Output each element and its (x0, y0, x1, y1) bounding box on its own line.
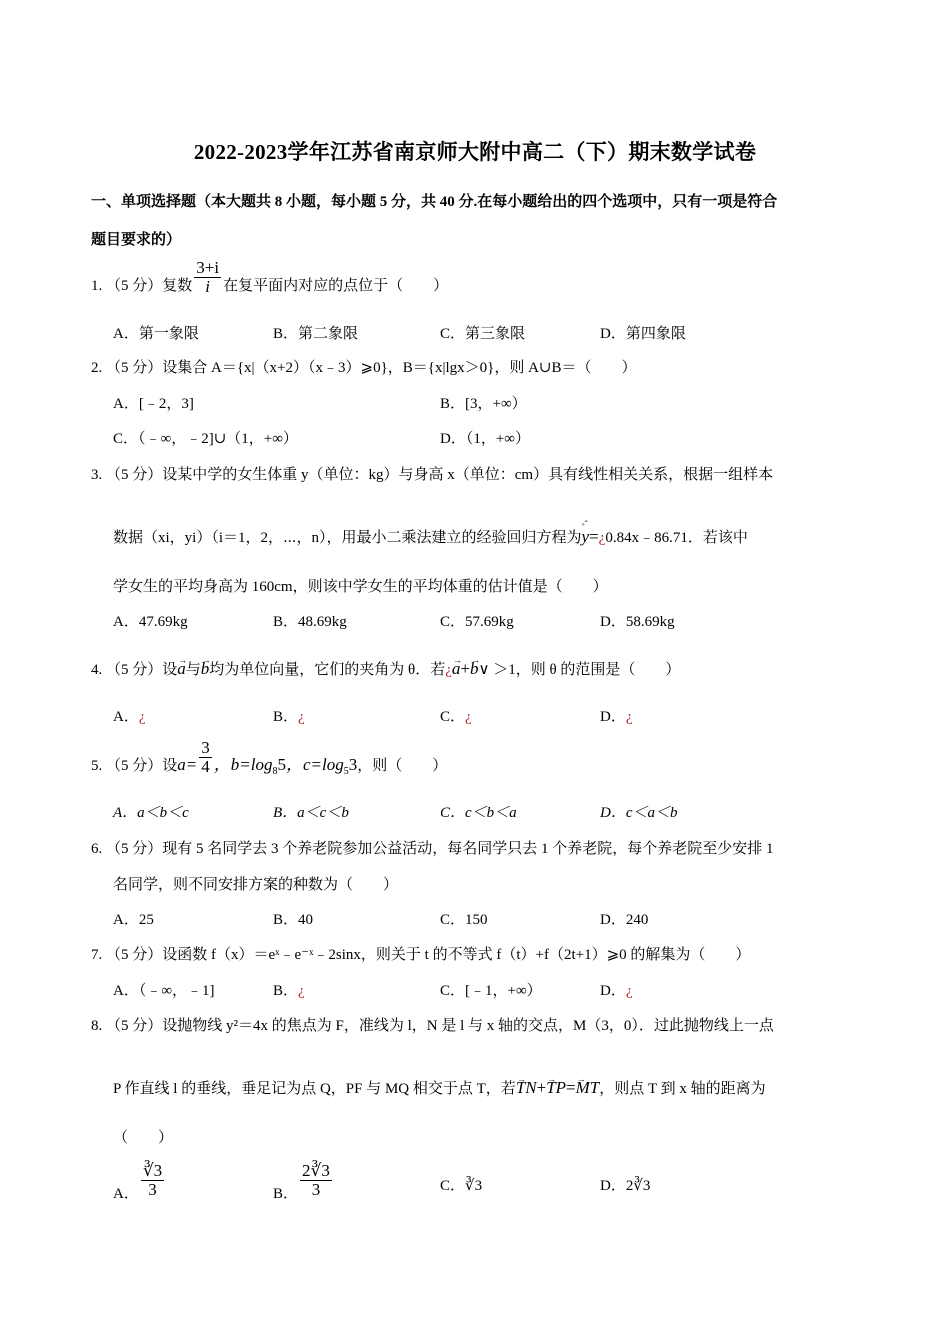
question-5-stem: 5. （5 分）设a= $\frac{3}{4}$ ，$b=\log_85$，$c=\log_53$，则（ ） (91, 738, 448, 777)
option-d[interactable]: D．2∛3 (600, 1178, 651, 1194)
question-3-stem-line2: 数据（xi，yi）（i＝1，2，⋯，n），用最小二乘法建立的经验回归方程为◦ˆ y=¿0.84x﹣86.71．若该中 (113, 527, 748, 548)
option-b[interactable]: B． $\frac{2∛3}{3}$ (273, 1161, 330, 1202)
question-number: 2. (91, 360, 103, 376)
fraction: $\frac{3}{4}$ (201, 738, 210, 777)
option-d[interactable]: D．¿ (600, 709, 633, 725)
question-number: 1. (91, 278, 103, 294)
option-c[interactable]: C．150 (440, 912, 488, 928)
option-a[interactable]: A．25 (113, 912, 154, 928)
option-c[interactable]: C．（﹣∞，﹣2]∪（1，+∞） (113, 431, 298, 447)
question-6-stem-line1: 6. （5 分）现有 5 名同学去 3 个养老院参加公益活动，每名同学只去 1 个养老院，每个养老院至少安排 1 (91, 841, 774, 857)
option-c[interactable]: C．57.69kg (440, 614, 514, 630)
option-a[interactable]: A．¿ (113, 709, 146, 725)
section-heading-line1: 一、单项选择题（本大题共 8 小题，每小题 5 分，共 40 分.在每小题给出的四个选项中，只有一项是符合 (91, 194, 778, 210)
question-8-stem-line1: 8. （5 分）设抛物线 y²＝4x 的焦点为 F，准线为 l，N 是 l 与 x 轴的交点，M（3，0）．过此抛物线上一点 (91, 1018, 774, 1034)
vector-b: → b (201, 659, 210, 679)
option-a[interactable]: A．47.69kg (113, 614, 188, 630)
option-a[interactable]: A．第一象限 (113, 326, 199, 342)
option-b[interactable]: B．¿ (273, 709, 305, 725)
option-d[interactable]: D．（1，+∞） (440, 431, 530, 447)
option-b[interactable]: B．¿ (273, 983, 305, 999)
option-a[interactable]: A．a＜b＜c (113, 805, 189, 821)
question-number: 7. (91, 947, 103, 963)
option-d[interactable]: D．c＜a＜b (600, 805, 678, 821)
question-7-stem: 7. （5 分）设函数 f（x）＝eˣ﹣e⁻ˣ﹣2sinx，则关于 t 的不等式 f（t）+f（2t+1）⩾0 的解集为（ ） (91, 947, 751, 963)
question-number: 3. (91, 467, 103, 483)
question-2-stem: 2. （5 分）设集合 A＝{x|（x+2）（x﹣3）⩾0}，B＝{x|lgx＞0}，则 A∪B＝（ ） (91, 360, 637, 376)
option-c[interactable]: C．第三象限 (440, 326, 526, 342)
option-b[interactable]: B．40 (273, 912, 314, 928)
question-number: 8. (91, 1018, 103, 1034)
option-a[interactable]: A．（﹣∞，﹣1] (113, 983, 215, 999)
question-8-stem-line2: P 作直线 l 的垂线，垂足记为点 Q，PF 与 MQ 相交于点 T，若→ TN+→ TP=→ MT，则点 T 到 x 轴的距离为 (113, 1078, 766, 1099)
question-3-stem-line1: 3. （5 分）设某中学的女生体重 y（单位：kg）与身高 x（单位：cm）具有线性相关关系，根据一组样本 (91, 467, 774, 483)
option-b[interactable]: B．a＜c＜b (273, 805, 349, 821)
page-title: 2022-2023学年江苏省南京师大附中高二（下）期末数学试卷 (193, 140, 757, 164)
option-b[interactable]: B．[3，+∞） (440, 396, 527, 412)
option-a[interactable]: A． $\frac{∛3}{3}$ (113, 1161, 163, 1202)
section-heading-line2: 题目要求的） (91, 232, 182, 248)
option-d[interactable]: D．第四象限 (600, 326, 686, 342)
option-b[interactable]: B．48.69kg (273, 614, 347, 630)
question-4-stem: 4. （5 分）设→ a与→ b均为单位向量，它们的夹角为 θ．若¿→ a+→ b∨ ＞1，则 θ 的范围是（ ） (91, 659, 680, 680)
question-8-stem-line3: （ ） (113, 1130, 174, 1146)
fraction: $\frac{∛3}{3}$ (142, 1161, 163, 1199)
fraction: $\frac{2∛3}{3}$ (302, 1161, 330, 1199)
vector-tn: → TN (516, 1078, 537, 1098)
option-d[interactable]: D．240 (600, 912, 649, 928)
vector-a: → a (177, 659, 186, 679)
option-c[interactable]: C．∛3 (440, 1178, 483, 1194)
question-number: 6. (91, 841, 103, 857)
option-c[interactable]: C．[﹣1，+∞） (440, 983, 542, 999)
question-number: 4. (91, 662, 103, 678)
question-number: 5. (91, 758, 103, 774)
option-a[interactable]: A．[﹣2，3] (113, 396, 194, 412)
option-c[interactable]: C．¿ (440, 709, 472, 725)
question-1-stem: 1. （5 分）复数 $\frac{3+i}{i}$ 在复平面内对应的点位于（ ） (91, 258, 449, 297)
fraction: $\frac{3+i}{i}$ (196, 258, 220, 297)
option-d[interactable]: D．¿ (600, 983, 633, 999)
vector-mt: → MT (576, 1078, 600, 1098)
option-d[interactable]: D．58.69kg (600, 614, 675, 630)
vector-tp: → TP (546, 1078, 566, 1098)
option-b[interactable]: B．第二象限 (273, 326, 359, 342)
question-3-stem-line3: 学女生的平均身高为 160cm，则该中学女生的平均体重的估计值是（ ） (113, 579, 608, 595)
question-6-stem-line2: 名同学，则不同安排方案的种数为（ ） (113, 877, 399, 893)
option-c[interactable]: C．c＜b＜a (440, 805, 517, 821)
